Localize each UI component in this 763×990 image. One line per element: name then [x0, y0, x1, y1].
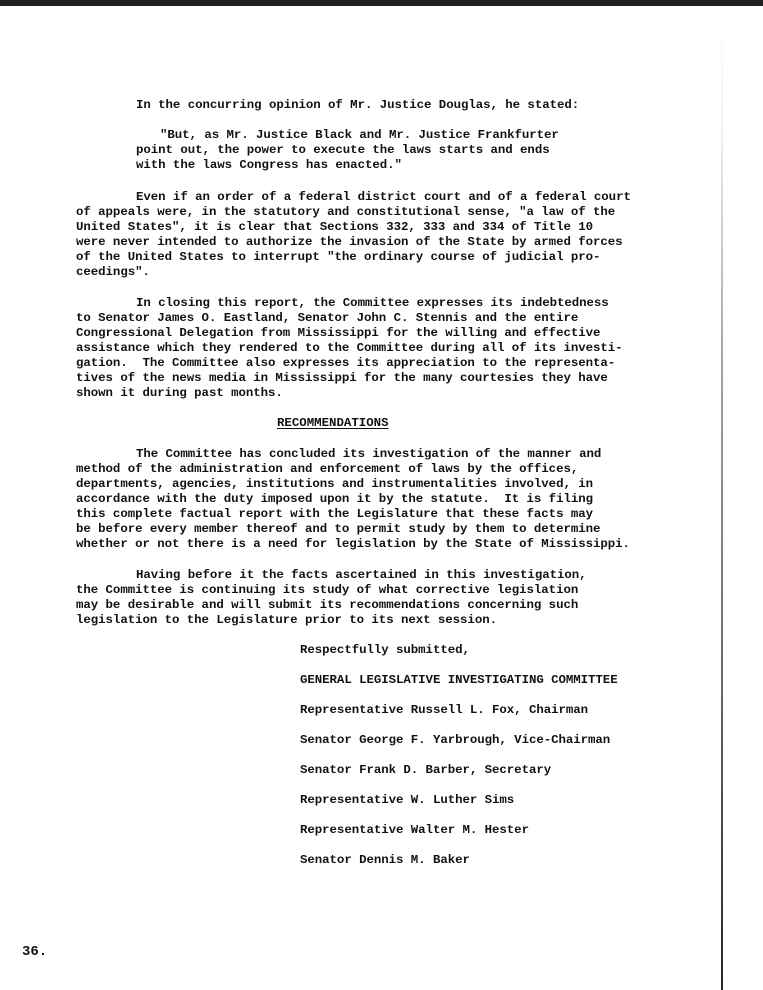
section-heading: RECOMMENDATIONS	[277, 416, 389, 430]
paragraph-line: of the United States to interrupt "the ordinary course of judicial pro-	[76, 250, 601, 264]
paragraph-line: be before every member thereof and to permit study by them to determine	[76, 522, 601, 536]
paragraph-line: legislation to the Legislature prior to its next session.	[76, 613, 497, 627]
signatory: Senator Dennis M. Baker	[300, 853, 470, 867]
signatory: Senator Frank D. Barber, Secretary	[300, 763, 552, 777]
paragraph-line: to Senator James O. Eastland, Senator John C. Stennis and the entire	[76, 311, 579, 325]
paragraph-line: Having before it the facts ascertained in this investigation,	[136, 568, 587, 582]
right-scan-edge	[721, 8, 723, 990]
paragraph-line: assistance which they rendered to the Committee during all of its investi-	[76, 341, 623, 355]
quote-line: point out, the power to execute the laws starts and ends	[136, 143, 550, 157]
paragraph-line: Even if an order of a federal district court and of a federal court	[136, 190, 631, 204]
paragraph-line: shown it during past months.	[76, 386, 283, 400]
paragraph-line: gation. The Committee also expresses its appreciation to the representa-	[76, 356, 616, 370]
closing-line: Respectfully submitted,	[300, 643, 470, 657]
signatory: Representative W. Luther Sims	[300, 793, 515, 807]
paragraph-line: Congressional Delegation from Mississippi for the willing and effective	[76, 326, 601, 340]
paragraph-line: method of the administration and enforcement of laws by the offices,	[76, 462, 579, 476]
top-border	[0, 0, 763, 6]
paragraph-line: ceedings".	[76, 265, 150, 279]
paragraph-line: whether or not there is a need for legislation by the State of Mississippi.	[76, 537, 630, 551]
paragraph-line: departments, agencies, institutions and instrumentalities involved, in	[76, 477, 593, 491]
paragraph-line: of appeals were, in the statutory and constitutional sense, "a law of the	[76, 205, 616, 219]
paragraph-line: the Committee is continuing its study of what corrective legislation	[76, 583, 579, 597]
signatory: Representative Walter M. Hester	[300, 823, 529, 837]
paragraph-line: this complete factual report with the Legislature that these facts may	[76, 507, 593, 521]
paragraph-line: In closing this report, the Committee expresses its indebtedness	[136, 296, 609, 310]
committee-name: GENERAL LEGISLATIVE INVESTIGATING COMMITTEE	[300, 673, 618, 687]
page-number: 36.	[22, 944, 48, 960]
signatory: Representative Russell L. Fox, Chairman	[300, 703, 589, 717]
paragraph-line: The Committee has concluded its investigation of the manner and	[136, 447, 602, 461]
paragraph-line: In the concurring opinion of Mr. Justice Douglas, he stated:	[136, 98, 580, 112]
paragraph-line: United States", it is clear that Sections 332, 333 and 334 of Title 10	[76, 220, 593, 234]
signatory: Senator George F. Yarbrough, Vice-Chairman	[300, 733, 611, 747]
paragraph-line: were never intended to authorize the invasion of the State by armed forces	[76, 235, 623, 249]
paragraph-line: accordance with the duty imposed upon it by the statute. It is filing	[76, 492, 593, 506]
quote-line: with the laws Congress has enacted."	[136, 158, 402, 172]
paragraph-line: may be desirable and will submit its recommendations concerning such	[76, 598, 579, 612]
quote-line: "But, as Mr. Justice Black and Mr. Justice Frankfurter	[160, 128, 559, 142]
paragraph-line: tives of the news media in Mississippi for the many courtesies they have	[76, 371, 608, 385]
